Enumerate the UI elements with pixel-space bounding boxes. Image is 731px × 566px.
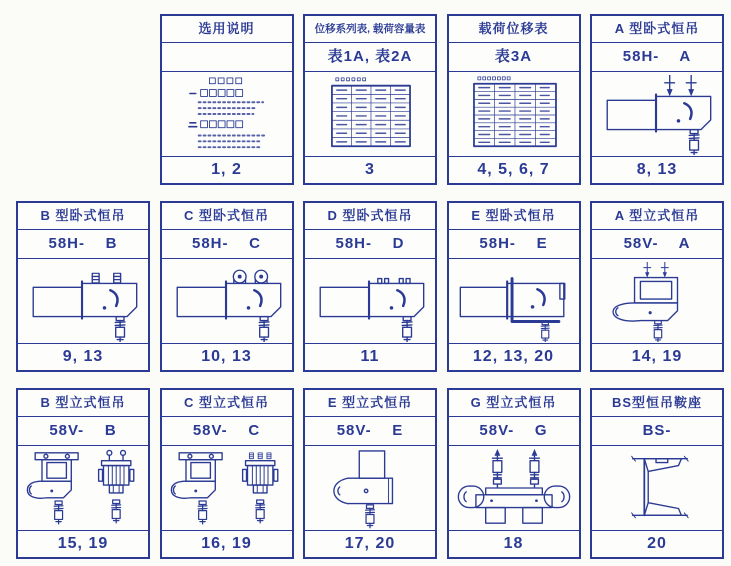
panel-hanger-horizontal-e: [447, 201, 581, 372]
panel-drawing-area: [592, 259, 722, 343]
vertical-hanger-e-drawing: [305, 447, 435, 529]
panel-code: 58V- G: [449, 417, 579, 446]
panel-title: 载荷位移表: [449, 16, 579, 43]
panel-pages: 1, 2: [162, 156, 292, 183]
panel-hanger-horizontal-c: [160, 201, 294, 372]
panel-title: BS型恒吊鞍座: [592, 390, 722, 417]
panel-hanger-vertical-a: [590, 201, 724, 372]
panel-drawing-area: [449, 259, 579, 343]
mini-table-sketch: [305, 73, 435, 155]
panel-selection-notes: [160, 14, 294, 185]
panel-title: 选用说明: [162, 16, 292, 43]
panel-pages: 8, 13: [592, 156, 722, 183]
panel-displacement-series-table: [303, 14, 437, 185]
panel-drawing-area: [162, 446, 292, 530]
vertical-hanger-c-drawing: [162, 447, 292, 529]
vertical-hanger-g-drawing: [449, 447, 579, 529]
panel-pages: 16, 19: [162, 530, 292, 557]
panel-code: 58V- C: [162, 417, 292, 446]
bs-saddle-drawing: [592, 447, 722, 529]
panel-code: 58V- A: [592, 230, 722, 259]
horizontal-hanger-b-drawing: [18, 260, 148, 342]
panel-drawing-area: [592, 72, 722, 156]
panel-hanger-vertical-e: [303, 388, 437, 559]
panel-load-displacement-table: [447, 14, 581, 185]
panel-drawing-area: [18, 446, 148, 530]
panel-hanger-vertical-g: [447, 388, 581, 559]
panel-drawing-area: [592, 446, 722, 530]
panel-drawing-area: [449, 72, 579, 156]
panel-pages: 15, 19: [18, 530, 148, 557]
panel-code: 58V- E: [305, 417, 435, 446]
panel-title: E 型立式恒吊: [305, 390, 435, 417]
vertical-hanger-a-drawing: [592, 260, 722, 342]
panel-title: C 型立式恒吊: [162, 390, 292, 417]
panel-code: 58H- C: [162, 230, 292, 259]
panel-code: 表1A, 表2A: [305, 43, 435, 72]
panel-pages: 20: [592, 530, 722, 557]
panel-title: E 型卧式恒吊: [449, 203, 579, 230]
panel-pages: 9, 13: [18, 343, 148, 370]
panel-code: 58H- E: [449, 230, 579, 259]
panel-title: C 型卧式恒吊: [162, 203, 292, 230]
panel-code: [162, 43, 292, 72]
panel-pages: 18: [449, 530, 579, 557]
panel-grid: [16, 14, 724, 559]
panel-code: 表3A: [449, 43, 579, 72]
panel-code: 58H- A: [592, 43, 722, 72]
panel-title: A 型卧式恒吊: [592, 16, 722, 43]
panel-drawing-area: [162, 72, 292, 156]
panel-pages: 10, 13: [162, 343, 292, 370]
panel-drawing-area: [305, 72, 435, 156]
panel-drawing-area: [162, 259, 292, 343]
panel-pages: 11: [305, 343, 435, 370]
panel-drawing-area: [305, 446, 435, 530]
panel-hanger-horizontal-d: [303, 201, 437, 372]
panel-drawing-area: [18, 259, 148, 343]
panel-pages: 12, 13, 20: [449, 343, 579, 370]
selection-notes-text-sketch: [162, 73, 292, 155]
panel-code: 58V- B: [18, 417, 148, 446]
panel-drawing-area: [449, 446, 579, 530]
horizontal-hanger-c-drawing: [162, 260, 292, 342]
mini-table-sketch: [449, 73, 579, 155]
horizontal-hanger-a-drawing: [592, 73, 722, 155]
panel-hanger-vertical-c: [160, 388, 294, 559]
panel-code: 58H- B: [18, 230, 148, 259]
panel-title: 位移系列表, 载荷容量表: [305, 16, 435, 43]
panel-title: B 型卧式恒吊: [18, 203, 148, 230]
panel-hanger-horizontal-a: [590, 14, 724, 185]
panel-title: D 型卧式恒吊: [305, 203, 435, 230]
panel-title: A 型立式恒吊: [592, 203, 722, 230]
horizontal-hanger-d-drawing: [305, 260, 435, 342]
panel-hanger-horizontal-b: [16, 201, 150, 372]
panel-saddle-bs: [590, 388, 724, 559]
panel-title: B 型立式恒吊: [18, 390, 148, 417]
panel-pages: 17, 20: [305, 530, 435, 557]
panel-pages: 3: [305, 156, 435, 183]
panel-hanger-vertical-b: [16, 388, 150, 559]
vertical-hanger-b-drawing: [18, 447, 148, 529]
panel-drawing-area: [305, 259, 435, 343]
panel-pages: 4, 5, 6, 7: [449, 156, 579, 183]
panel-pages: 14, 19: [592, 343, 722, 370]
horizontal-hanger-e-drawing: [449, 260, 579, 342]
panel-code: 58H- D: [305, 230, 435, 259]
panel-title: G 型立式恒吊: [449, 390, 579, 417]
panel-code: BS-: [592, 417, 722, 446]
